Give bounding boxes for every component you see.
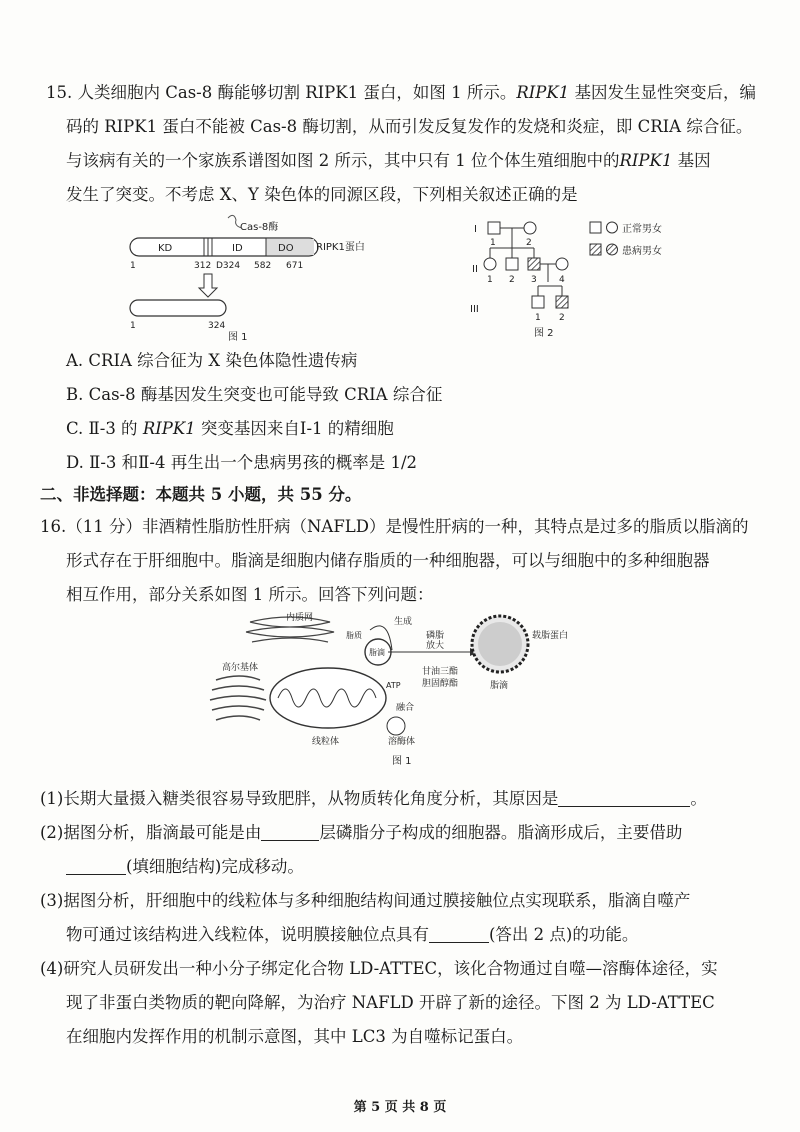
figure-caption: 图 2 (534, 328, 554, 339)
lysosome (387, 717, 405, 735)
male-normal (506, 258, 518, 270)
mito-label: 线粒体 (312, 737, 340, 747)
generation-label: I (474, 224, 477, 235)
lysosome-label: 溶酶体 (388, 737, 416, 747)
option-text: 突变基因来自Ⅰ-1 的精细胞 (195, 419, 394, 438)
q15-figure1 (120, 212, 380, 342)
female-normal (524, 222, 536, 234)
part-text: (答出 2 点)的功能。 (489, 925, 639, 944)
legend-normal-male (590, 222, 601, 233)
male-affected (528, 258, 540, 270)
synthesis-label: 生成 (394, 617, 413, 627)
er-label: 内质网 (286, 613, 314, 623)
individual-number: 2 (509, 275, 515, 285)
enlarge-label: 放大 (426, 641, 445, 651)
mitochondrion (270, 668, 386, 728)
golgi-membrane (210, 676, 266, 720)
phospholipid-label: 磷脂 (426, 631, 445, 641)
q15-text: 15. 人类细胞内 Cas-8 酶能够切割 RIPK1 蛋白，如图 1 所示。 (46, 83, 517, 102)
legend-affected-female (607, 244, 618, 255)
male-affected (556, 296, 568, 308)
chol-label: 胆固醇酯 (422, 679, 459, 689)
protein-bar-cut (130, 300, 226, 316)
option-d: D. Ⅱ-3 和Ⅱ-4 再生出一个患病男孩的概率是 1/2 (66, 453, 417, 472)
domain-kd: KD (158, 243, 173, 254)
individual-number: 2 (559, 313, 565, 323)
answer-blank[interactable] (66, 858, 126, 875)
tick-label: 671 (286, 261, 304, 271)
gene-name: RIPK1 (142, 419, 196, 438)
legend-label: 正常男女 (622, 224, 662, 235)
q16-figure1 (200, 608, 590, 768)
q16-line1: 16.（11 分）非酒精性脂肪性肝病（NAFLD）是慢性肝病的一种，其特点是过多的脂质以脂滴的 (40, 517, 749, 536)
coat-label: 载脂蛋白 (532, 631, 569, 641)
q15-text: 与该病有关的一个家族系谱图如图 2 所示，其中只有 1 位个体生殖细胞中的 (66, 151, 620, 170)
option-c (66, 418, 394, 440)
enzyme-label: Cas-8酶 (240, 222, 279, 233)
male-normal (488, 222, 500, 234)
individual-number: 3 (531, 275, 537, 285)
legend-normal-female (607, 222, 618, 233)
answer-blank[interactable] (429, 926, 489, 943)
answer-blank[interactable] (558, 790, 690, 807)
q15-figure2-pedigree (468, 214, 708, 340)
q16-line3: 相互作用，部分关系如图 1 所示。回答下列问题： (66, 585, 434, 604)
part-text: (1)长期大量摄入糖类很容易导致肥胖，从物质转化角度分析，其原因是 (40, 789, 559, 808)
part-text: 。 (690, 789, 707, 808)
domain-id: ID (232, 243, 243, 254)
golgi-label: 高尔基体 (222, 663, 259, 673)
generation-label: II (472, 264, 478, 275)
q16-part1 (40, 788, 707, 810)
lipid-label: 脂质 (346, 631, 362, 640)
individual-number: 1 (535, 313, 541, 323)
female-normal (556, 258, 568, 270)
page-footer: 第 5 页 共 8 页 (353, 1100, 447, 1115)
q16-part2 (40, 822, 682, 844)
male-normal (532, 296, 544, 308)
individual-number: 1 (487, 275, 493, 285)
q16-part3: (3)据图分析，肝细胞中的线粒体与多种细胞结构间通过膜接触位点实现联系，脂滴自噬产 (40, 891, 691, 910)
fusion-label: 融合 (396, 703, 415, 713)
tick-label: 1 (130, 261, 136, 271)
q16-part4-line3: 在细胞内发挥作用的机制示意图，其中 LC3 为自噬标记蛋白。 (66, 1027, 524, 1046)
part-text: 层磷脂分子构成的细胞器。脂滴形成后，主要借助 (319, 823, 683, 842)
figure-caption: 图 1 (392, 756, 412, 767)
q16-part2-line2 (66, 856, 304, 878)
gene-name: RIPK1 (619, 151, 673, 170)
female-normal (484, 258, 496, 270)
section-heading: 二、非选择题：本题共 5 小题，共 55 分。 (40, 485, 362, 504)
individual-number: 2 (526, 238, 532, 248)
legend-label: 患病男女 (622, 246, 662, 257)
part-text: (填细胞结构)完成移动。 (126, 857, 304, 876)
tick-label: 324 (208, 321, 226, 331)
part-text: (2)据图分析，脂滴最可能是由 (40, 823, 262, 842)
individual-number: 1 (490, 238, 496, 248)
q15-text: 基因 (672, 151, 711, 170)
tick-label: 1 (130, 321, 136, 331)
individual-number: 4 (559, 275, 565, 285)
domain-do: DO (278, 243, 294, 254)
option-text: C. Ⅱ-3 的 (66, 419, 143, 438)
part-text: 物可通过该结构进入线粒体，说明膜接触位点具有 (66, 925, 429, 944)
answer-blank[interactable] (261, 824, 319, 841)
generation-label: III (470, 304, 479, 315)
down-arrow-icon (199, 274, 217, 297)
option-a: A. CRIA 综合征为 X 染色体隐性遗传病 (66, 351, 358, 370)
q15-text: 基因发生显性突变后，编 (569, 83, 756, 102)
figure-caption: 图 1 (228, 332, 248, 342)
q16-part4: (4)研究人员研发出一种小分子绑定化合物 LD-ATTEC，该化合物通过自噬—溶酶体途径，实 (40, 959, 718, 978)
legend-affected-male (590, 244, 601, 255)
tick-label: D324 (216, 261, 241, 271)
q16-part4-line2: 现了非蛋白类物质的靶向降解，为治疗 NAFLD 开辟了新的途径。下图 2 为 LD-ATTEC (66, 993, 715, 1012)
q15-line1 (46, 82, 756, 104)
q15-line4: 发生了突变。不考虑 X、Y 染色体的同源区段，下列相关叙述正确的是 (66, 185, 578, 204)
tg-label: 甘油三酯 (422, 667, 459, 677)
q16-line2: 形式存在于肝细胞中。脂滴是细胞内储存脂质的一种细胞器，可以与细胞中的多种细胞器 (66, 551, 710, 570)
droplet-right-label: 脂滴 (490, 681, 509, 691)
atp-label: ATP (386, 681, 401, 690)
tick-label: 312 (194, 261, 212, 271)
gene-name: RIPK1 (516, 83, 570, 102)
q15-line3 (66, 150, 711, 172)
tick-label: 582 (254, 261, 272, 271)
q16-part3-line2 (66, 924, 638, 946)
droplet-label: 脂滴 (369, 648, 385, 657)
protein-label: RIPK1蛋白 (316, 242, 365, 253)
q15-line2: 码的 RIPK1 蛋白不能被 Cas-8 酶切割，从而引发反复发作的发烧和炎症，即 CRIA 综合征。 (66, 117, 753, 136)
option-b: B. Cas-8 酶基因发生突变也可能导致 CRIA 综合征 (66, 385, 443, 404)
